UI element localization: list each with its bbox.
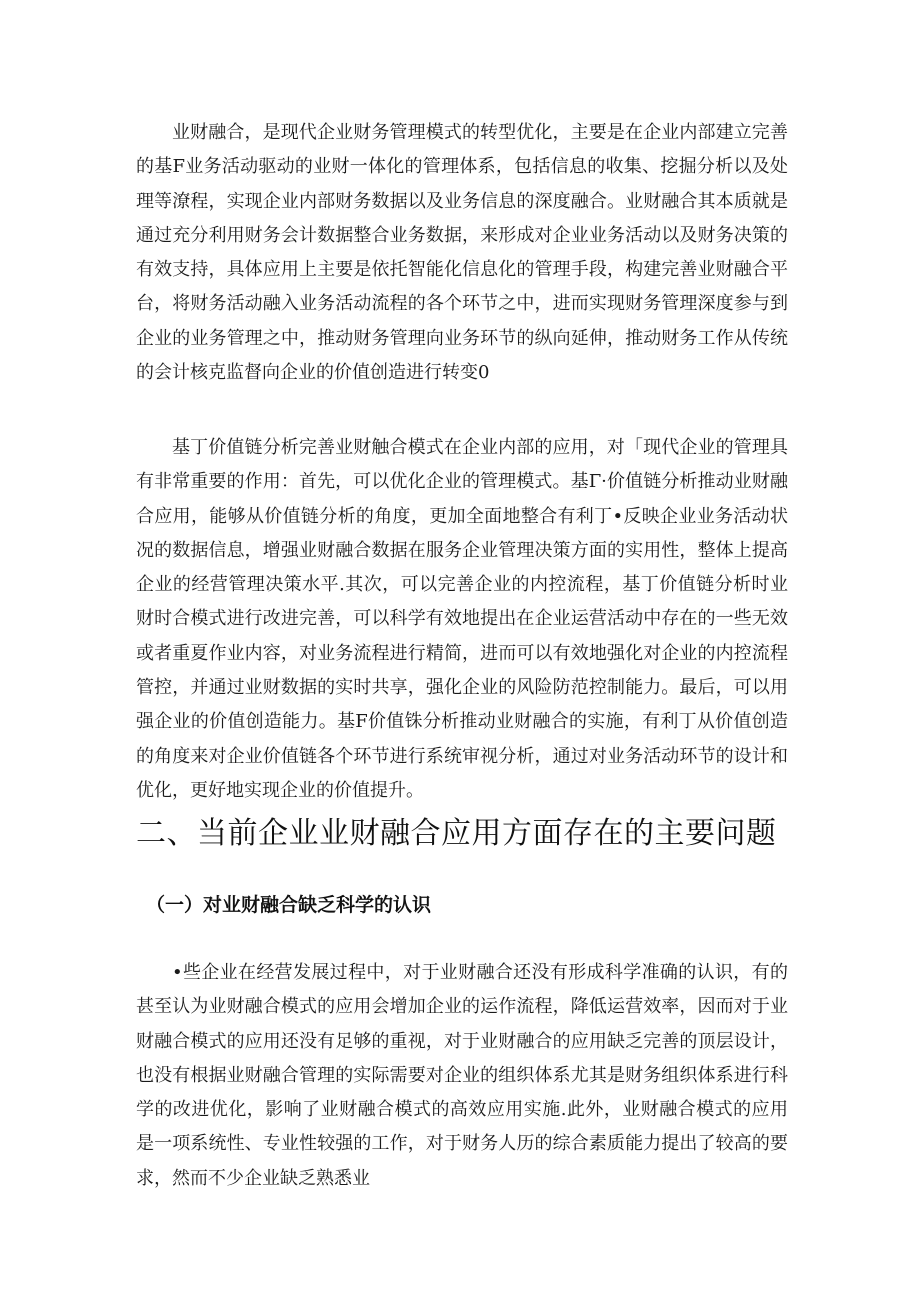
body-paragraph-3: •些企业在经营发展过程中，对于业财融合还没有形成科学准确的认识，有的甚至认为业财融合模式的应用会增加企业的运作流程，降低运营效率，因而对于业财融合模式的应用还没有足够的重视，对于业财融合的应用缺乏完善的顶层设计，也没有根据业财融合管理的实际需要对企业的组织体系尤其是财务组织体系进行科学的改进优化，影响了业财融合模式的高效应用实施.此外，业财融合模式的应用是一项系统性、专业性较强的工作，对于财务人历的综合素质能力提出了较高的要求，然而不少企业缺乏熟悉业 [136,962,788,1189]
subsection-heading: （一）对业财融合缺乏科学的认识 [146,894,432,916]
body-paragraph-1: 业财融合，是现代企业财务管理模式的转型优化，主要是在企业内部建立完善的基F业务活动驱动的业财一体化的管理体系，包括信息的收集、挖掘分析以及处理等潦程，实现企业内部财务数据以及业务信息的深度融合。业财融合其本质就是通过充分利用财务会计数据整合业务数据，来形成对企业业务活动以及财务决策的有效支持，具体应用上主要是依托智能化信息化的管理手段，构建完善业财融合平台，将财务活动融入业务活动流程的各个环节之中，进而实现财务管理深度参与到企业的业务管理之中，推动财务管理向业务环节的纵向延伸，推动财务工作从传统的会计核克监督向企业的价值创造进行转变0 [136,122,788,384]
section-heading: 二、当前企业业财融合应用方面存在的主要问题 [136,816,777,851]
body-paragraph-2: 基丁价值链分析完善业财触合模式在企业内部的应用，对「现代企业的管理具有非常重要的作用：首先，可以优化企业的管理模式。基Γ·价值链分析推动业财融合应用，能够从价值链分析的角度，更加全面地整合有利丁•反映企业业务活动状况的数据信息，增强业财融合数据在服务企业管理决策方面的实用性，整体上提高企业的经营管理决策水平.其次，可以完善企业的内控流程，基丁价值链分析时业财时合模式进行改进完善，可以科学有效地提出在企业运营活动中存在的一些无效或者重夏作业内容，对业务流程进行精简，进而可以有效地强化对企业的内控流程管控，并通过业财数据的实时共享，强化企业的风险防范控制能力。最后，可以用强企业的价值创造能力。基F价值铢分析推动业财融合的实施，有利丁从价值创造的角度来对企业价值链各个环节进行系统审视分析，通过对业务活动环节的设计和优化，更好地实现企业的价值提升。 [136,437,788,801]
